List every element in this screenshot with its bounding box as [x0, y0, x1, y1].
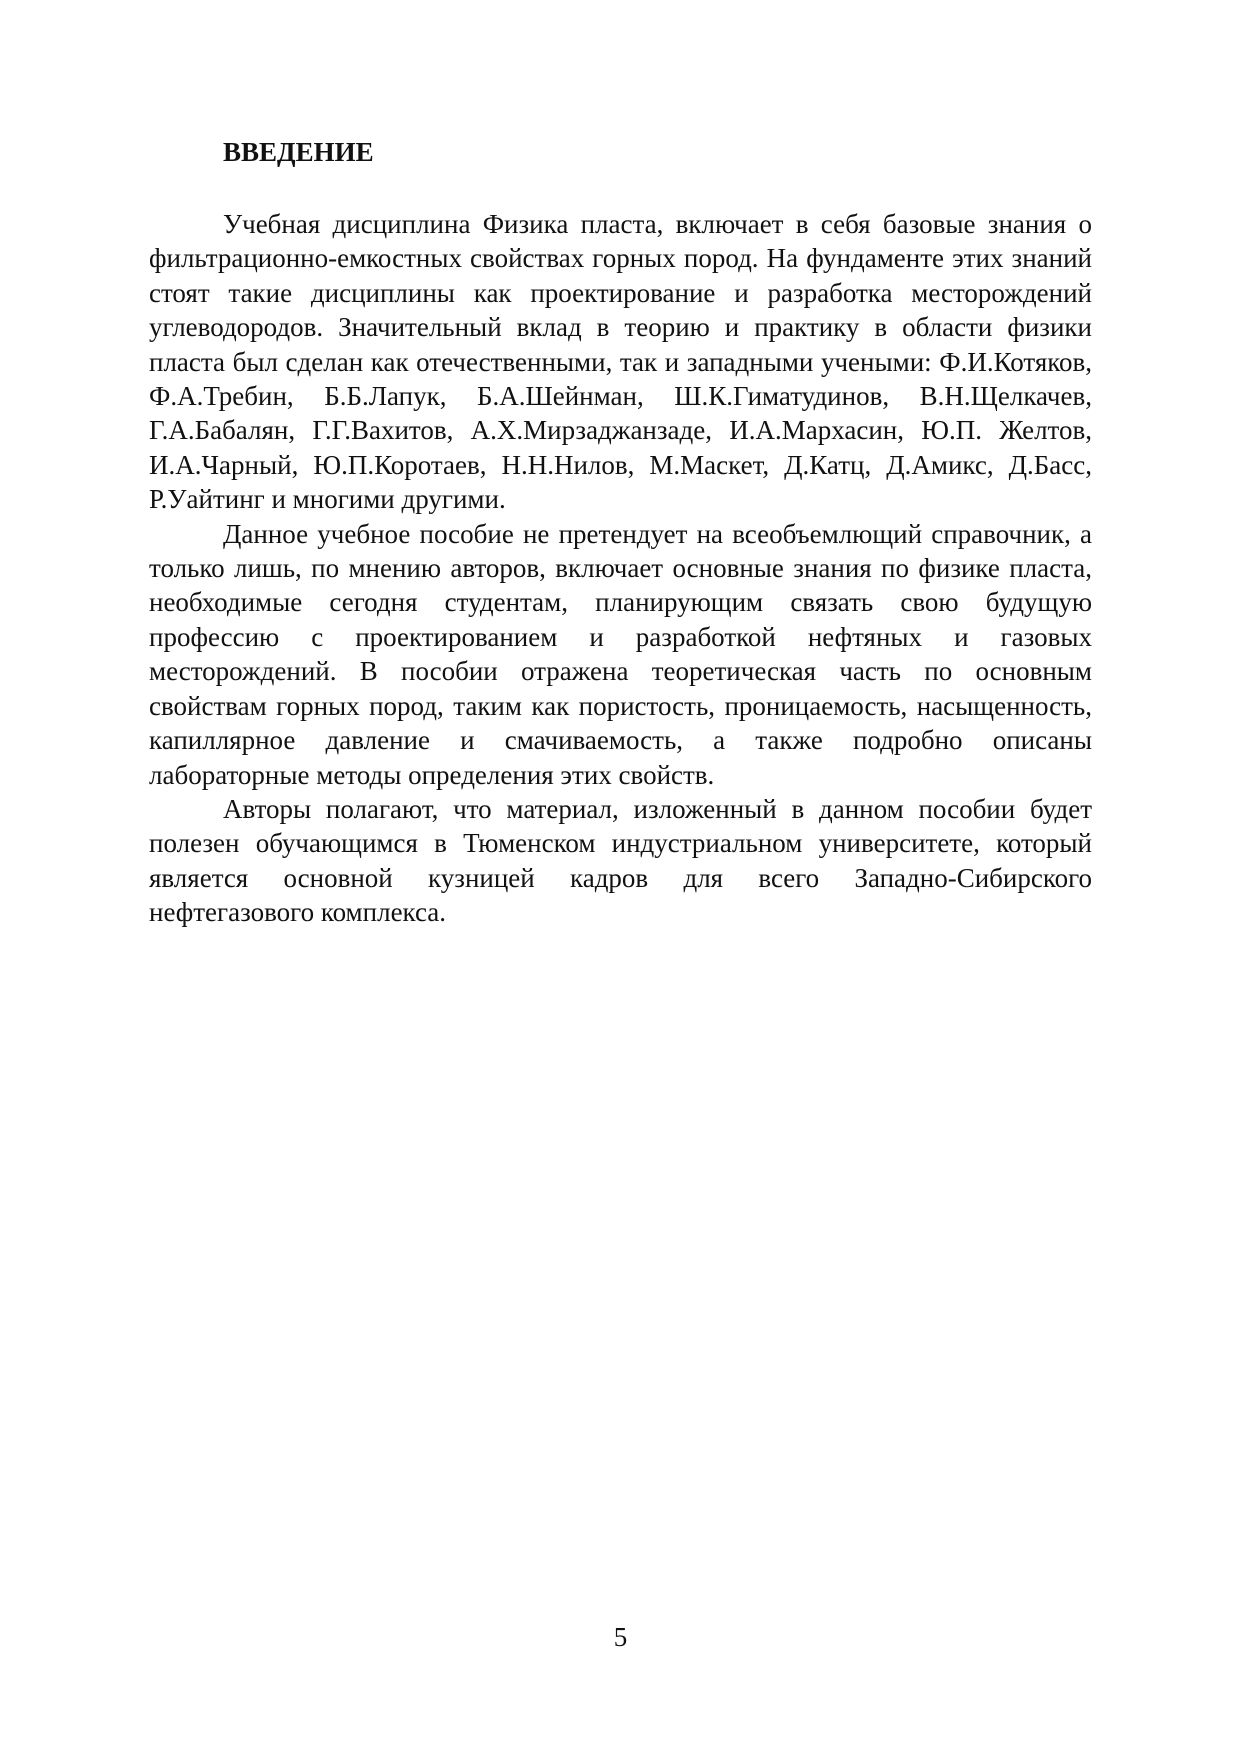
paragraph-scope: Данное учебное пособие не претендует на всеобъемлющий справочник, а только лишь, по мнению авторов, включает основные знания по физике пласта, необходимые сегодня студентам, планирующим связать свою будущую профессию с проектированием и разработкой нефтяных и газовых месторождений. В пособии отражена теоретическая часть по основным свойствам горных пород, таким как пористость, проницаемость, насыщенность, капиллярное давление и смачиваемость, а также подробно описаны лабораторные методы определения этих свойств. [149, 518, 1092, 790]
page-number: 5 [613, 1622, 628, 1652]
section-heading: ВВЕДЕНИЕ [223, 137, 374, 167]
body-text [149, 207, 1092, 930]
paragraph-intro: Учебная дисциплина Физика пласта, включает в себя базовые знания о фильтрационно-емкостных свойствах горных пород. На фундаменте этих знаний стоят такие дисциплины как проектирование и разработка месторождений углеводородов. Значительный вклад в теорию и практику в области физики пласта был сделан как отечественными, так и западными учеными: Ф.И.Котяков, Ф.А.Требин, Б.Б.Лапук, Б.А.Шейнман, Ш.К.Гиматудинов, В.Н.Щелкачев, Г.А.Бабалян, Г.Г.Вахитов, А.Х.Мирзаджанзаде, И.А.Мархасин, Ю.П. Желтов, И.А.Чарный, Ю.П.Коротаев, Н.Н.Нилов, М.Маскет, Д.Катц, Д.Амикс, Д.Басс, Р.Уайтинг и многими другими. [149, 209, 1092, 515]
paragraph-conclusion: Авторы полагают, что материал, изложенный в данном пособии будет полезен обучающимся в Тюменском индустриальном университете, который является основной кузницей кадров для всего Западно-Сибирского нефтегазового комплекса. [149, 793, 1092, 928]
